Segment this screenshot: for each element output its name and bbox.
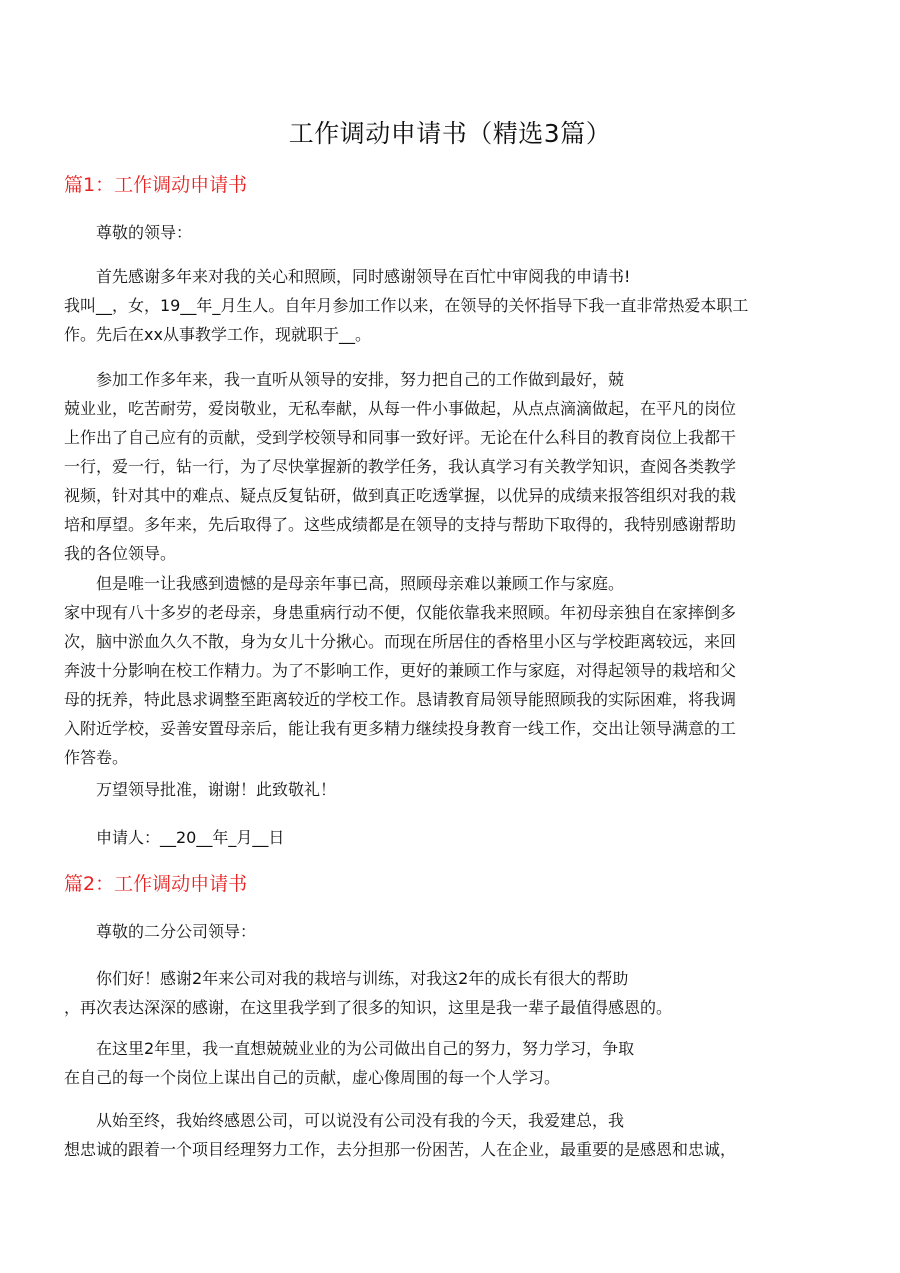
paragraph-line: 视频，针对其中的难点、疑点反复钻研，做到真正吃透掌握，以优异的成绩来报答组织对我的栽 [64, 486, 737, 505]
paragraph-line: 从始至终，我始终感恩公司，可以说没有公司没有我的今天，我爱建总，我 [96, 1111, 625, 1130]
section-2-paragraph-1 [64, 964, 839, 1022]
paragraph-line: 参加工作多年来，我一直听从领导的安排，努力把自己的工作做到最好，兢 [96, 370, 625, 389]
paragraph-line: 在这里2年里，我一直想兢兢业业的为公司做出自己的努力，努力学习，争取 [96, 1039, 635, 1058]
section-2-heading: 篇2：工作调动申请书 [64, 873, 248, 895]
section-2-salutation [64, 917, 839, 946]
section-1-paragraph-2 [64, 365, 839, 568]
section-1-paragraph-1 [64, 262, 839, 349]
paragraph-line: 家中现有八十多岁的老母亲，身患重病行动不便，仅能依靠我来照顾。年初母亲独自在家摔倒多 [64, 603, 737, 622]
paragraph-line: 在自己的每一个岗位上谋出自己的贡献，虚心像周围的每一个人学习。 [64, 1068, 561, 1087]
salutation-text: 尊敬的二分公司领导： [96, 922, 257, 941]
signature-line: 申请人：__20__年_月__日 [96, 828, 285, 847]
section-1-salutation [64, 218, 839, 247]
paragraph-line: 一行，爱一行，钻一行，为了尽快掌握新的教学任务，我认真学习有关教学知识，查阅各类教学 [64, 457, 737, 476]
section-1-signature [64, 823, 839, 852]
section-2-paragraph-3 [64, 1106, 839, 1164]
paragraph-line: 入附近学校，妥善安置母亲后，能让我有更多精力继续投身教育一线工作，交出让领导满意的工 [64, 719, 737, 738]
closing-line: 万望领导批准，谢谢！此致敬礼！ [96, 780, 337, 799]
paragraph-line: 作。先后在xx从事教学工作，现就职于__。 [64, 325, 371, 344]
paragraph-line: 上作出了自己应有的贡献，受到学校领导和同事一致好评。无论在什么科目的教育岗位上我都干 [64, 428, 737, 447]
paragraph-line: 培和厚望。多年来，先后取得了。这些成绩都是在领导的支持与帮助下取得的，我特别感谢帮助 [64, 515, 737, 534]
section-2-paragraph-2 [64, 1034, 839, 1092]
paragraph-line: 作答卷。 [64, 748, 129, 767]
paragraph-line: 奔波十分影响在校工作精力。为了不影响工作，更好的兼顾工作与家庭，对得起领导的栽培和父 [64, 661, 737, 680]
paragraph-line: 想忠诚的跟着一个项目经理努力工作，去分担那一份困苦，人在企业，最重要的是感恩和忠诚， [64, 1140, 737, 1159]
paragraph-line: 我的各位领导。 [64, 544, 177, 563]
paragraph-line: 兢业业，吃苦耐劳，爱岗敬业，无私奉献，从每一件小事做起，从点点滴滴做起，在平凡的岗位 [64, 399, 737, 418]
paragraph-line: 首先感谢多年来对我的关心和照顾，同时感谢领导在百忙中审阅我的申请书! [96, 267, 631, 286]
section-1-closing [64, 775, 839, 804]
paragraph-line: 母的抚养，特此恳求调整至距离较近的学校工作。恳请教育局领导能照顾我的实际困难，将我调 [64, 690, 737, 709]
paragraph-line: 但是唯一让我感到遗憾的是母亲年事已高，照顾母亲难以兼顾工作与家庭。 [96, 574, 625, 593]
section-1-paragraph-3 [64, 569, 839, 772]
section-1-heading: 篇1：工作调动申请书 [64, 174, 248, 196]
paragraph-line: 次，脑中淤血久久不散，身为女儿十分揪心。而现在所居住的香格里小区与学校距离较远，来回 [64, 632, 737, 651]
document-title: 工作调动申请书（精选3篇） [288, 119, 612, 148]
paragraph-line: 我叫__，女，19__年_月生人。自年月参加工作以来，在领导的关怀指导下我一直非常热爱本职工 [64, 296, 749, 315]
paragraph-line: ，再次表达深深的感谢，在这里我学到了很多的知识，这里是我一辈子最值得感恩的。 [64, 998, 673, 1017]
salutation-text: 尊敬的领导： [96, 223, 193, 242]
paragraph-line: 你们好！感谢2年来公司对我的栽培与训练，对我这2年的成长有很大的帮助 [96, 969, 629, 988]
